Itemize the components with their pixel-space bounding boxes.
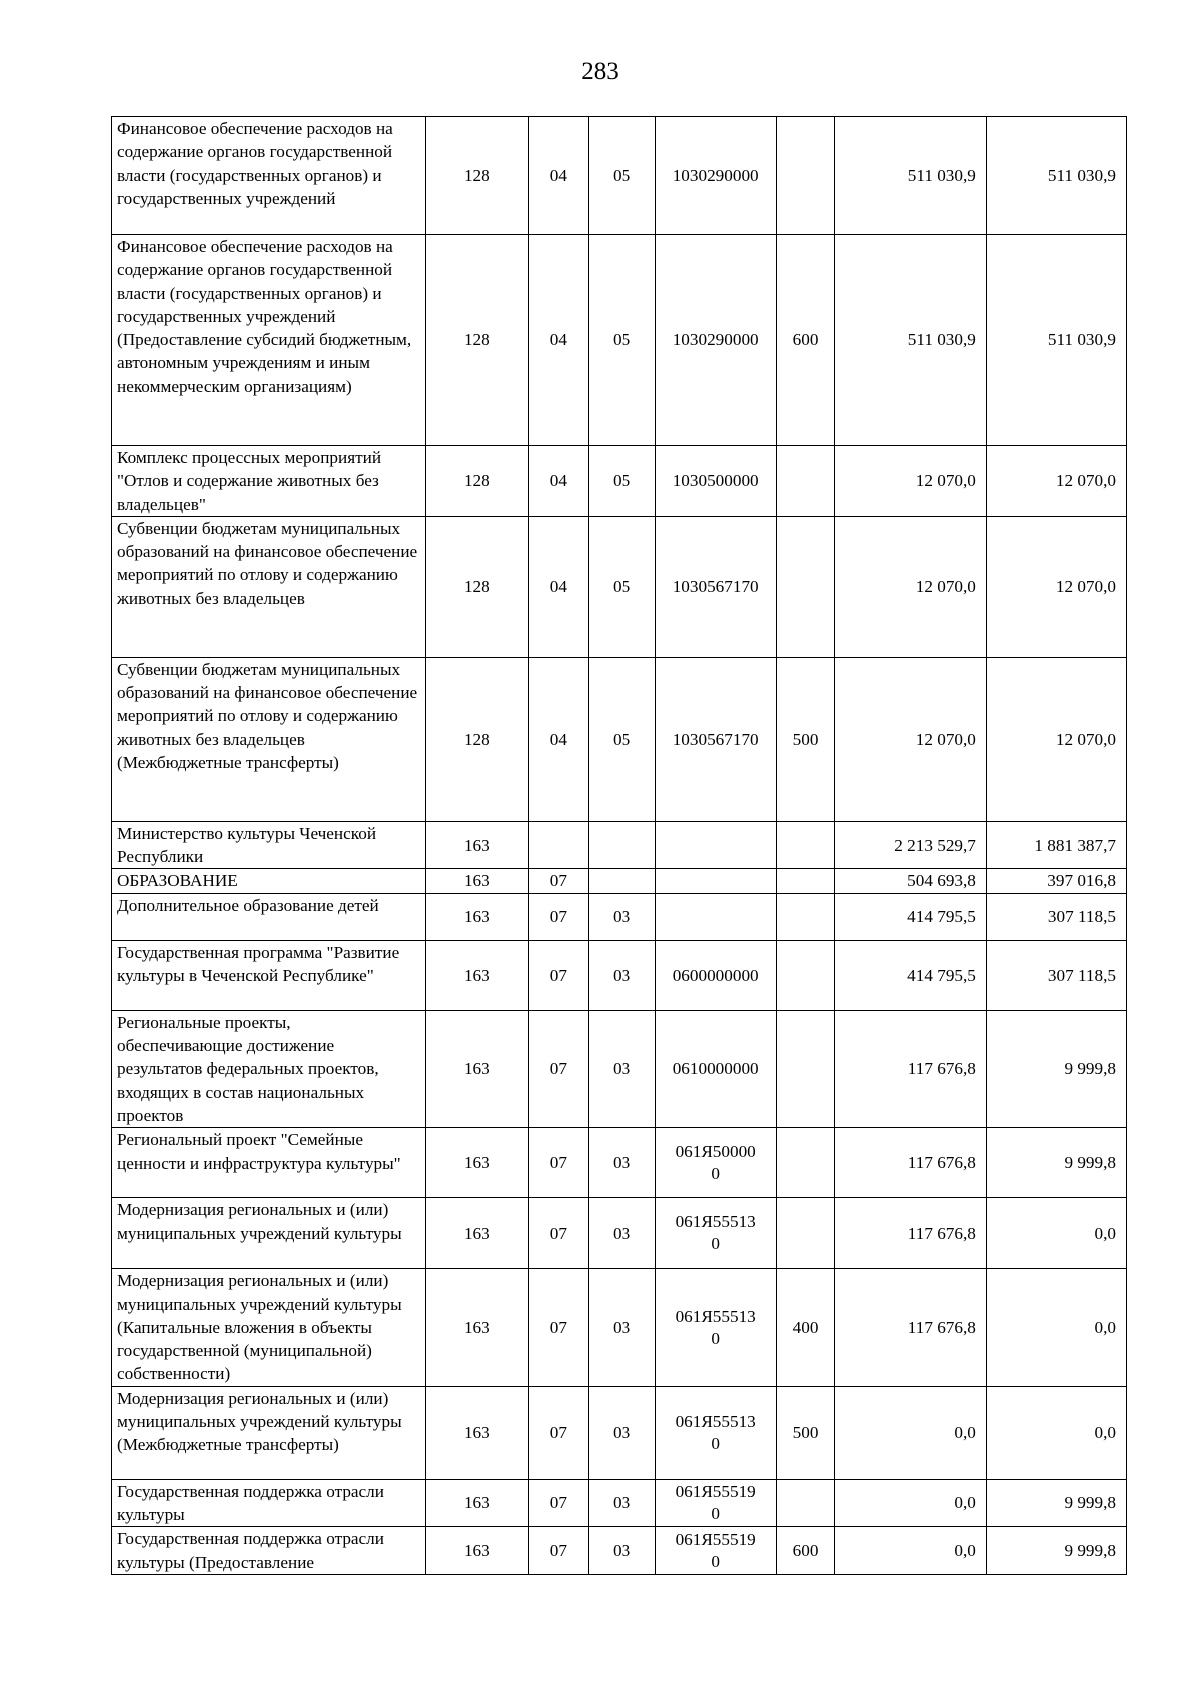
subsection-code: 05 xyxy=(588,117,655,235)
target-article-code: 061Я55519 0 xyxy=(655,1479,776,1527)
table-row xyxy=(112,1269,1127,1386)
ministry-code: 128 xyxy=(425,446,528,517)
budget-item-name: Государственная поддержка отрасли культуры xyxy=(112,1479,426,1527)
subsection-code: 03 xyxy=(588,940,655,1010)
budget-item-name: Дополнительное образование детей xyxy=(112,893,426,940)
expense-type-code: 500 xyxy=(776,1386,835,1479)
ministry-code: 128 xyxy=(425,657,528,821)
amount-year-2: 9 999,8 xyxy=(986,1527,1126,1575)
budget-item-name: Модернизация региональных и (или) муниципальных учреждений культуры (Капитальные вложения в объекты государственной (муниципальной) собственности) xyxy=(112,1269,426,1386)
ministry-code: 163 xyxy=(425,893,528,940)
ministry-code: 163 xyxy=(425,940,528,1010)
subsection-code: 03 xyxy=(588,1198,655,1269)
table-row xyxy=(112,516,1127,657)
section-code: 04 xyxy=(529,657,589,821)
amount-year-2: 397 016,8 xyxy=(986,869,1126,893)
expense-type-code xyxy=(776,117,835,235)
section-code: 07 xyxy=(529,1479,589,1527)
amount-year-2: 9 999,8 xyxy=(986,1128,1126,1198)
target-article-code: 1030290000 xyxy=(655,235,776,446)
amount-year-2: 0,0 xyxy=(986,1269,1126,1386)
section-code: 07 xyxy=(529,1198,589,1269)
section-code: 04 xyxy=(529,235,589,446)
expense-type-code xyxy=(776,1198,835,1269)
budget-item-name: Субвенции бюджетам муниципальных образований на финансовое обеспечение мероприятий по отлову и содержанию животных без владельцев (Межбюджетные трансферты) xyxy=(112,657,426,821)
table-row xyxy=(112,1128,1127,1198)
ministry-code: 163 xyxy=(425,1010,528,1127)
amount-year-1: 12 070,0 xyxy=(835,516,987,657)
amount-year-2: 1 881 387,7 xyxy=(986,821,1126,869)
target-article-code xyxy=(655,869,776,893)
ministry-code: 128 xyxy=(425,117,528,235)
amount-year-1: 414 795,5 xyxy=(835,940,987,1010)
section-code: 04 xyxy=(529,446,589,517)
ministry-code: 128 xyxy=(425,516,528,657)
table-row xyxy=(112,1198,1127,1269)
ministry-code: 163 xyxy=(425,869,528,893)
amount-year-2: 9 999,8 xyxy=(986,1479,1126,1527)
budget-table xyxy=(111,116,1127,1575)
amount-year-2: 0,0 xyxy=(986,1386,1126,1479)
subsection-code: 03 xyxy=(588,1527,655,1575)
target-article-code: 061Я55513 0 xyxy=(655,1269,776,1386)
subsection-code xyxy=(588,869,655,893)
amount-year-1: 117 676,8 xyxy=(835,1128,987,1198)
table-row xyxy=(112,893,1127,940)
ministry-code: 163 xyxy=(425,1128,528,1198)
expense-type-code xyxy=(776,446,835,517)
section-code: 07 xyxy=(529,1386,589,1479)
ministry-code: 163 xyxy=(425,1198,528,1269)
target-article-code: 0610000000 xyxy=(655,1010,776,1127)
ministry-code: 163 xyxy=(425,1386,528,1479)
target-article-code: 061Я55513 0 xyxy=(655,1386,776,1479)
target-article-code: 061Я50000 0 xyxy=(655,1128,776,1198)
budget-item-name: ОБРАЗОВАНИЕ xyxy=(112,869,426,893)
section-code: 04 xyxy=(529,117,589,235)
expense-type-code: 600 xyxy=(776,1527,835,1575)
ministry-code: 163 xyxy=(425,1479,528,1527)
budget-item-name: Финансовое обеспечение расходов на содержание органов государственной власти (государственных органов) и государственных учреждений xyxy=(112,117,426,235)
target-article-code: 1030290000 xyxy=(655,117,776,235)
section-code: 07 xyxy=(529,1128,589,1198)
subsection-code: 05 xyxy=(588,516,655,657)
amount-year-1: 117 676,8 xyxy=(835,1010,987,1127)
amount-year-2: 511 030,9 xyxy=(986,235,1126,446)
target-article-code: 0600000000 xyxy=(655,940,776,1010)
ministry-code: 163 xyxy=(425,1527,528,1575)
budget-item-name: Региональные проекты, обеспечивающие достижение результатов федеральных проектов, входящих в состав национальных проектов xyxy=(112,1010,426,1127)
amount-year-1: 117 676,8 xyxy=(835,1269,987,1386)
budget-item-name: Субвенции бюджетам муниципальных образований на финансовое обеспечение мероприятий по отлову и содержанию животных без владельцев xyxy=(112,516,426,657)
budget-item-name: Государственная поддержка отрасли культуры (Предоставление xyxy=(112,1527,426,1575)
budget-item-name: Региональный проект "Семейные ценности и инфраструктура культуры" xyxy=(112,1128,426,1198)
amount-year-2: 307 118,5 xyxy=(986,893,1126,940)
section-code: 07 xyxy=(529,940,589,1010)
amount-year-2: 12 070,0 xyxy=(986,516,1126,657)
expense-type-code xyxy=(776,1010,835,1127)
table-row xyxy=(112,446,1127,517)
subsection-code: 05 xyxy=(588,235,655,446)
ministry-code: 128 xyxy=(425,235,528,446)
table-row xyxy=(112,235,1127,446)
target-article-code xyxy=(655,893,776,940)
section-code xyxy=(529,821,589,869)
section-code: 07 xyxy=(529,893,589,940)
amount-year-1: 504 693,8 xyxy=(835,869,987,893)
expense-type-code: 400 xyxy=(776,1269,835,1386)
budget-item-name: Модернизация региональных и (или) муниципальных учреждений культуры (Межбюджетные трансферты) xyxy=(112,1386,426,1479)
amount-year-1: 12 070,0 xyxy=(835,657,987,821)
amount-year-2: 9 999,8 xyxy=(986,1010,1126,1127)
ministry-code: 163 xyxy=(425,1269,528,1386)
section-code: 07 xyxy=(529,869,589,893)
amount-year-1: 0,0 xyxy=(835,1527,987,1575)
target-article-code xyxy=(655,821,776,869)
table-row xyxy=(112,657,1127,821)
section-code: 04 xyxy=(529,516,589,657)
expense-type-code xyxy=(776,940,835,1010)
amount-year-2: 12 070,0 xyxy=(986,657,1126,821)
subsection-code: 03 xyxy=(588,1128,655,1198)
budget-item-name: Модернизация региональных и (или) муниципальных учреждений культуры xyxy=(112,1198,426,1269)
expense-type-code xyxy=(776,1128,835,1198)
expense-type-code xyxy=(776,516,835,657)
budget-item-name: Государственная программа "Развитие культуры в Чеченской Республике" xyxy=(112,940,426,1010)
subsection-code xyxy=(588,821,655,869)
amount-year-1: 117 676,8 xyxy=(835,1198,987,1269)
amount-year-1: 2 213 529,7 xyxy=(835,821,987,869)
expense-type-code: 500 xyxy=(776,657,835,821)
expense-type-code xyxy=(776,821,835,869)
target-article-code: 1030500000 xyxy=(655,446,776,517)
target-article-code: 061Я55519 0 xyxy=(655,1527,776,1575)
amount-year-2: 0,0 xyxy=(986,1198,1126,1269)
target-article-code: 1030567170 xyxy=(655,516,776,657)
amount-year-1: 0,0 xyxy=(835,1386,987,1479)
expense-type-code xyxy=(776,869,835,893)
table-row xyxy=(112,1386,1127,1479)
section-code: 07 xyxy=(529,1269,589,1386)
amount-year-2: 307 118,5 xyxy=(986,940,1126,1010)
table-row xyxy=(112,869,1127,893)
expense-type-code xyxy=(776,1479,835,1527)
table-row xyxy=(112,821,1127,869)
amount-year-2: 12 070,0 xyxy=(986,446,1126,517)
subsection-code: 05 xyxy=(588,446,655,517)
table-row xyxy=(112,940,1127,1010)
subsection-code: 03 xyxy=(588,893,655,940)
amount-year-1: 414 795,5 xyxy=(835,893,987,940)
amount-year-2: 511 030,9 xyxy=(986,117,1126,235)
budget-item-name: Финансовое обеспечение расходов на содержание органов государственной власти (государственных органов) и государственных учреждений (Предоставление субсидий бюджетным, автономным учреждениям и иным некоммерческим организациям) xyxy=(112,235,426,446)
expense-type-code xyxy=(776,893,835,940)
section-code: 07 xyxy=(529,1010,589,1127)
expense-type-code: 600 xyxy=(776,235,835,446)
subsection-code: 03 xyxy=(588,1479,655,1527)
section-code: 07 xyxy=(529,1527,589,1575)
table-row xyxy=(112,1010,1127,1127)
amount-year-1: 12 070,0 xyxy=(835,446,987,517)
target-article-code: 1030567170 xyxy=(655,657,776,821)
amount-year-1: 511 030,9 xyxy=(835,117,987,235)
subsection-code: 03 xyxy=(588,1010,655,1127)
table-row xyxy=(112,1479,1127,1527)
table-row xyxy=(112,117,1127,235)
amount-year-1: 511 030,9 xyxy=(835,235,987,446)
page-number: 283 xyxy=(581,58,619,85)
target-article-code: 061Я55513 0 xyxy=(655,1198,776,1269)
amount-year-1: 0,0 xyxy=(835,1479,987,1527)
budget-item-name: Министерство культуры Чеченской Республики xyxy=(112,821,426,869)
subsection-code: 03 xyxy=(588,1269,655,1386)
subsection-code: 03 xyxy=(588,1386,655,1479)
table-row xyxy=(112,1527,1127,1575)
budget-item-name: Комплекс процессных мероприятий "Отлов и содержание животных без владельцев" xyxy=(112,446,426,517)
ministry-code: 163 xyxy=(425,821,528,869)
subsection-code: 05 xyxy=(588,657,655,821)
